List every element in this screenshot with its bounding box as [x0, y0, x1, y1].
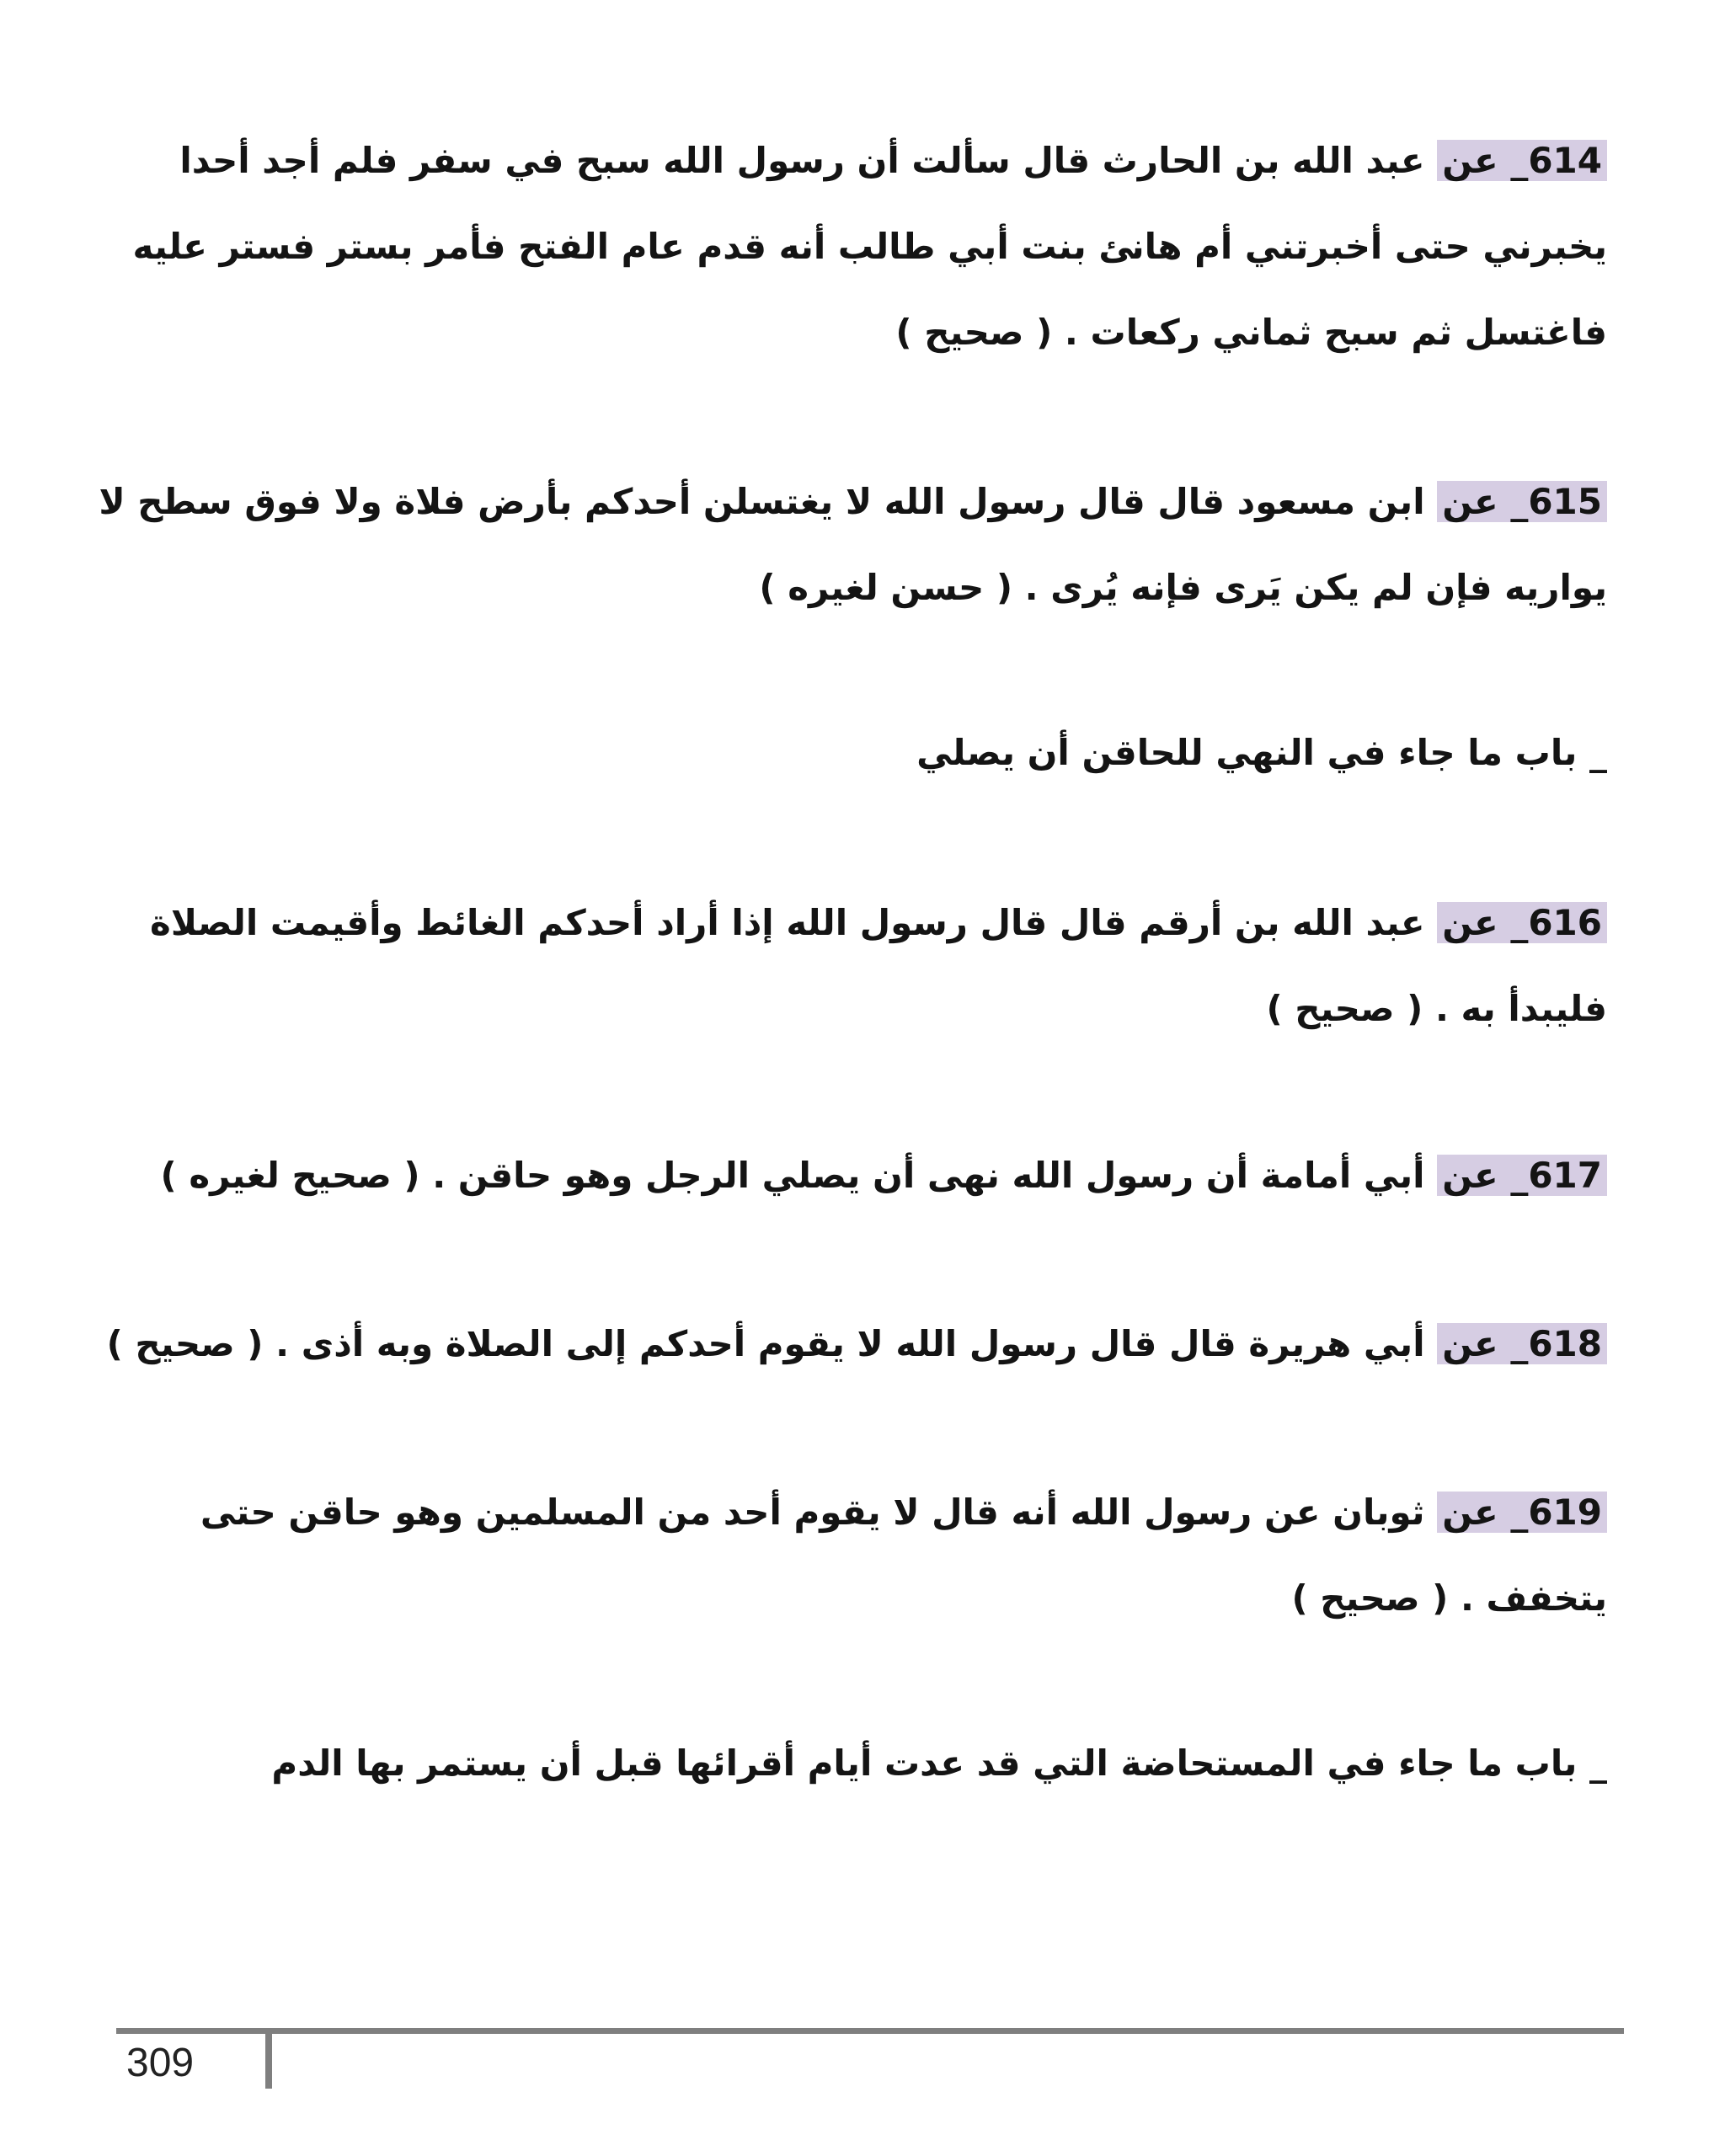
hadith-entry-618: [91, 1301, 1607, 1387]
hadith-number-615: 615_ عن: [1437, 481, 1607, 522]
hadith-number-619: 619_ عن: [1437, 1492, 1607, 1533]
hadith-text-616: عبد الله بن أرقم قال قال رسول الله إذا أراد أحدكم الغائط وأقيمت الصلاة فليبدأ به . ( صحيح ): [150, 902, 1607, 1029]
hadith-text-617: أبي أمامة أن رسول الله نهى أن يصلي الرجل وهو حاقن . ( صحيح لغيره ): [160, 1155, 1425, 1196]
hadith-entry-614: [91, 118, 1607, 376]
section-heading-1: _ باب ما جاء في النهي للحاقن أن يصلي: [916, 732, 1607, 773]
hadith-number-616: 616_ عن: [1437, 902, 1607, 943]
hadith-text-619: ثوبان عن رسول الله أنه قال لا يقوم أحد من المسلمين وهو حاقن حتى يتخفف . ( صحيح ): [200, 1492, 1607, 1619]
hadith-number-618: 618_ عن: [1437, 1323, 1607, 1364]
footer-rule: [116, 2028, 1624, 2034]
hadith-text-618: أبي هريرة قال قال رسول الله لا يقوم أحدكم إلى الصلاة وبه أذى . ( صحيح ): [106, 1323, 1425, 1364]
footer-divider-tick: [265, 2028, 272, 2089]
hadith-number-617: 617_ عن: [1437, 1155, 1607, 1196]
hadith-entry-615: [91, 459, 1607, 631]
hadith-entry-616: [91, 880, 1607, 1052]
hadith-text-614: عبد الله بن الحارث قال سألت أن رسول الله سبح في سفر فلم أجد أحدا يخبرني حتى أخبرتني أم هانئ بنت أبي طالب أنه قدم عام الفتح فأمر بستر فستر عليه فاغتسل ثم سبح ثماني ركعات . ( صحيح ): [132, 140, 1607, 353]
hadith-entry-619: [91, 1470, 1607, 1641]
hadith-text-615: ابن مسعود قال قال رسول الله لا يغتسلن أحدكم بأرض فلاة ولا فوق سطح لا يواريه فإن لم يكن يَرى فإنه يُرى . ( حسن لغيره ): [99, 481, 1607, 608]
hadith-number-614: 614_ عن: [1437, 140, 1607, 181]
page-number: 309: [126, 2041, 195, 2085]
section-heading-2: _ باب ما جاء في المستحاضة التي قد عدت أيام أقرائها قبل أن يستمر بها الدم: [271, 1742, 1607, 1784]
hadith-entry-617: [91, 1133, 1607, 1219]
